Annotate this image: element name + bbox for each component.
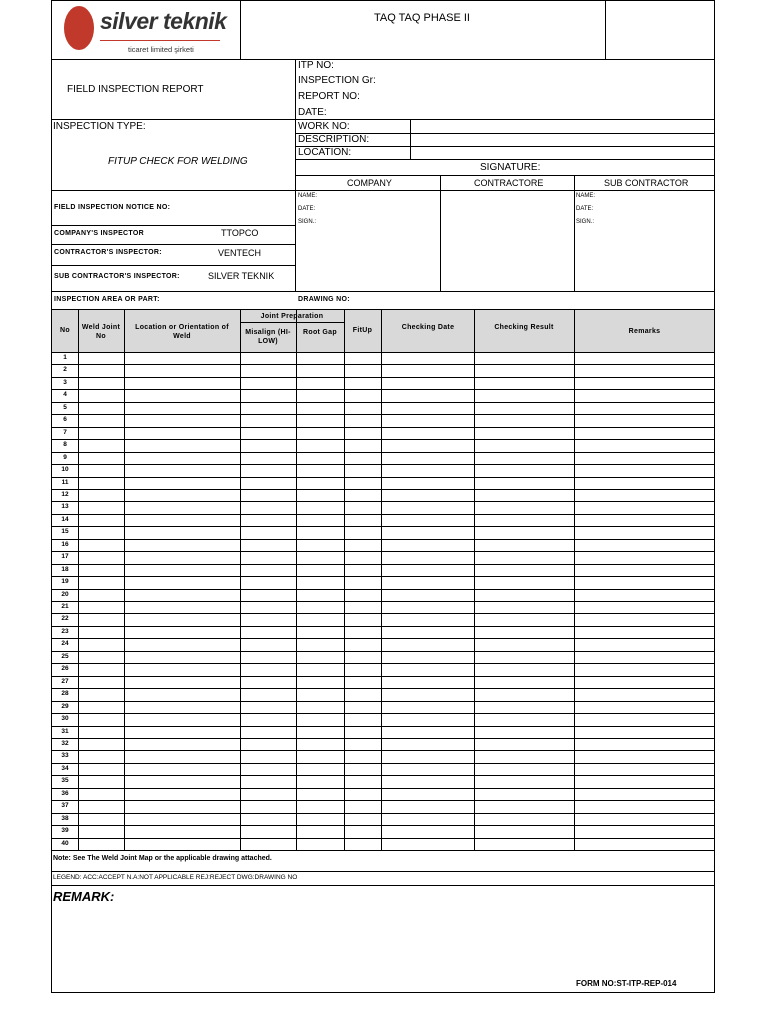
row-number: 31 [61,727,69,735]
subcontractor-date-field: DATE: [576,206,594,212]
table-row [51,526,715,527]
divider [51,190,715,191]
subcontractor-sign-field: SIGN.: [576,219,595,225]
company-name-field: NAME: [298,193,318,199]
col-header-fitup: FitUp [352,327,373,334]
row-number: 32 [61,739,69,747]
table-row [51,763,715,764]
col-header-checking-result: Checking Result [494,324,554,331]
project-title: TAQ TAQ PHASE II [374,12,470,24]
company-inspector-label: COMPANY'S INSPECTOR [54,230,144,237]
column-divider [344,310,345,850]
table-row [51,564,715,565]
row-number: 28 [61,690,69,698]
table-row [51,825,715,826]
row-number: 16 [61,540,69,548]
work-no-label: WORK NO: [298,121,350,132]
column-divider [124,310,125,850]
subcontractor-name-field: NAME: [576,193,596,199]
signature-col-subcontractor: SUB CONTRACTOR [604,178,689,188]
company-inspector-value: TTOPCO [221,228,259,238]
row-number: 40 [61,839,69,847]
row-number: 14 [61,515,69,523]
row-number: 18 [61,565,69,573]
remark-label: REMARK: [53,889,115,904]
table-row [51,439,715,440]
contractor-inspector-label: CONTRACTOR'S INSPECTOR: [54,249,162,256]
report-form [51,0,715,993]
row-number: 19 [61,578,69,586]
row-number: 2 [63,366,67,374]
table-row [51,800,715,801]
table-row [51,364,715,365]
row-number: 27 [61,677,69,685]
row-number: 21 [61,603,69,610]
divider [51,225,295,226]
row-number: 35 [61,777,69,785]
table-row [51,389,715,390]
divider [440,175,441,291]
row-number: 30 [61,715,69,723]
signature-col-company: COMPANY [347,178,392,188]
row-number: 26 [61,665,69,673]
divider [295,159,715,160]
row-number: 29 [61,702,69,710]
report-title: FIELD INSPECTION REPORT [67,84,204,95]
row-number: 4 [63,391,67,399]
row-number: 37 [61,802,69,810]
col-header-joint-prep: Joint Preparation [260,313,324,320]
divider [295,133,715,134]
row-number: 1 [63,354,67,361]
col-header-checking-date: Checking Date [401,324,455,331]
row-number: 12 [61,490,69,498]
inspection-area-label: INSPECTION AREA OR PART: [54,296,160,303]
column-divider [296,310,297,850]
location-label: LOCATION: [298,147,352,158]
row-number: 36 [61,789,69,797]
table-row [51,589,715,590]
divider [51,265,295,266]
table-row [51,489,715,490]
divider [51,871,715,872]
divider [51,885,715,886]
row-number: 3 [63,378,67,386]
table-row [51,539,715,540]
row-number: 5 [63,403,67,411]
table-row [51,626,715,627]
row-number: 8 [63,441,67,449]
column-divider [381,310,382,850]
row-number: 38 [61,814,69,822]
table-row [51,850,715,851]
description-label: DESCRIPTION: [298,134,370,145]
divider [51,59,715,60]
divider [410,119,411,159]
logo-underline [100,40,220,41]
column-divider [240,310,241,850]
logo-brand: silver teknik [100,8,227,34]
divider [295,146,715,147]
logo-emblem-icon [64,6,94,50]
divider [240,0,241,60]
contractor-inspector-value: VENTECH [218,248,262,258]
table-row [51,775,715,776]
col-header-misalign: Misalign (HI-LOW) [245,329,291,345]
table-row [51,464,715,465]
row-number: 11 [61,478,69,486]
row-number: 39 [61,827,69,835]
col-header-no: No [60,327,70,334]
company-logo [62,4,232,56]
table-row [51,551,715,552]
form-number: FORM NO:ST-ITP-REP-014 [576,979,677,988]
signature-label: SIGNATURE: [480,162,541,173]
row-number: 9 [63,453,67,461]
note-text: Note: See The Weld Joint Map or the applicable drawing attached. [53,855,272,862]
row-number: 33 [61,752,69,760]
table-row [51,452,715,453]
col-header-remarks: Remarks [628,328,661,335]
divider [240,322,344,323]
date-label: DATE: [298,107,327,118]
row-number: 13 [61,503,69,511]
column-divider [574,310,575,850]
table-row [51,613,715,614]
table-row [51,501,715,502]
row-number: 15 [61,528,69,536]
row-number: 25 [61,652,69,660]
signature-col-contractor: CONTRACTORE [474,178,544,188]
table-row [51,402,715,403]
row-number: 34 [61,764,69,772]
table-row [51,663,715,664]
col-header-location: Location or Orientation of Weld [135,324,229,340]
table-row [51,576,715,577]
drawing-no-label: DRAWING NO: [298,296,350,303]
row-number: 22 [61,615,69,623]
table-row [51,377,715,378]
row-number: 17 [61,553,69,561]
table-row [51,750,715,751]
table-row [51,477,715,478]
divider [574,175,575,291]
column-divider [78,310,79,850]
inspection-group-label: INSPECTION Gr: [298,75,376,86]
table-row [51,651,715,652]
table-row [51,427,715,428]
table-row [51,738,715,739]
table-row [51,414,715,415]
row-number: 10 [61,466,69,474]
table-row [51,676,715,677]
itp-no-label: ITP NO: [298,60,334,71]
col-header-weld-joint: Weld Joint No [81,324,121,340]
table-row [51,726,715,727]
table-row [51,813,715,814]
notice-label: FIELD INSPECTION NOTICE NO: [54,204,171,211]
divider [51,352,715,353]
divider [51,119,715,120]
company-sign-field: SIGN.: [298,219,317,225]
divider [295,175,715,176]
company-date-field: DATE: [298,206,316,212]
table-row [51,638,715,639]
divider [51,244,295,245]
divider [51,291,715,292]
inspection-type-label: INSPECTION TYPE: [53,121,146,132]
subcontractor-inspector-label: SUB CONTRACTOR'S INSPECTOR: [54,273,180,280]
inspection-type-value: FITUP CHECK FOR WELDING [108,156,248,167]
row-number: 7 [63,428,67,436]
table-row [51,601,715,602]
row-number: 6 [63,416,67,424]
col-header-root-gap: Root Gap [303,329,337,336]
divider [605,0,606,60]
logo-tagline: ticaret limited şirketi [128,45,194,54]
legend-text: LEGEND: ACC:ACCEPT N.A:NOT APPLICABLE REJ:REJECT DWG:DRAWING NO [53,874,298,881]
table-row [51,514,715,515]
report-no-label: REPORT NO: [298,91,360,102]
table-row [51,701,715,702]
table-row [51,713,715,714]
row-number: 20 [61,590,69,598]
table-row [51,788,715,789]
subcontractor-inspector-value: SILVER TEKNIK [208,271,275,281]
row-number: 23 [61,627,69,635]
row-number: 24 [61,640,69,648]
column-divider [474,310,475,850]
table-row [51,688,715,689]
table-row [51,838,715,839]
